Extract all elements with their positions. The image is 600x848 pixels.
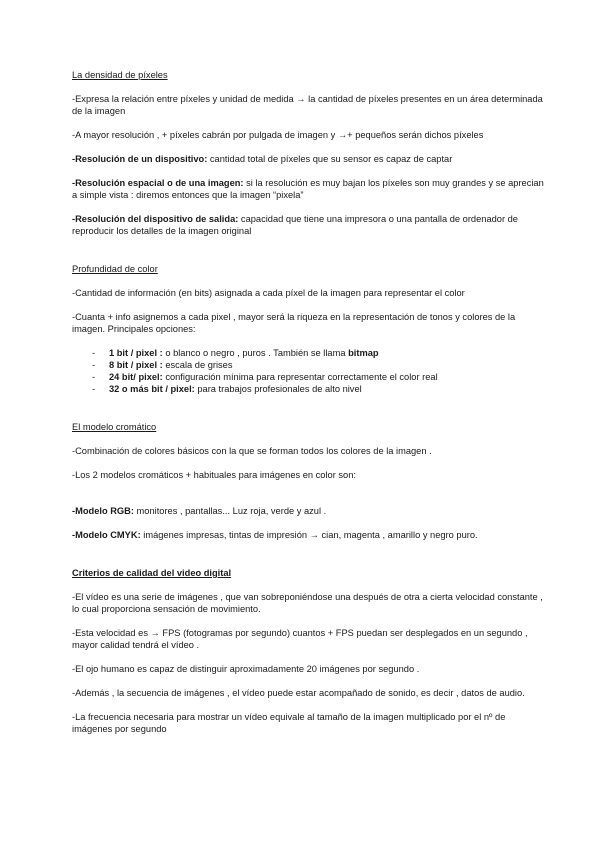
document-content (72, 69, 548, 735)
list-item (92, 359, 548, 371)
term-text: imágenes impresas, tintas de impresión → cian, magenta , amarillo y negro puro. (140, 530, 478, 540)
paragraph (72, 529, 548, 541)
list-item (92, 383, 548, 395)
paragraph: -El ojo humano es capaz de distinguir aproximadamente 20 imágenes por segundo . (72, 664, 420, 674)
option-emphasis: bitmap (348, 348, 379, 358)
option-text: para trabajos profesionales de alto nivel (194, 384, 362, 394)
paragraph: -Cantidad de información (en bits) asignada a cada píxel de la imagen para representar el color (72, 288, 465, 298)
paragraph: -La frecuencia necesaria para mostrar un vídeo equivale al tamaño de la imagen multiplicado por el nº de imágenes por segundo (72, 712, 506, 734)
option-label: 8 bit / pixel : (109, 360, 163, 370)
list-item (92, 371, 548, 383)
term-text: monitores , pantallas... Luz roja, verde y azul . (133, 506, 327, 516)
term-label: -Modelo CMYK: (72, 530, 141, 540)
term-label: -Resolución de un dispositivo: (72, 154, 208, 164)
paragraph: -Esta velocidad es → FPS (fotogramas por segundo) cuantos + FPS puedan ser desplegados en un segundo , mayor calidad tendrá el vídeo . (72, 628, 528, 650)
paragraph (72, 505, 548, 517)
section-title-modelo-cromatico: El modelo cromático (72, 422, 157, 432)
option-label: 32 o más bit / pixel: (109, 384, 195, 394)
term-label: -Resolución del dispositivo de salida: (72, 214, 239, 224)
term-text: si la resolución es muy bajan los píxeles son muy grandes y se aprecian a simple vista : diremos entonces que la imagen “pixela” (72, 178, 544, 200)
term-text: cantidad total de píxeles que su sensor es capaz de captar (207, 154, 453, 164)
paragraph: -Expresa la relación entre píxeles y unidad de medida → la cantidad de píxeles presentes en un área determinada de la imagen (72, 94, 543, 116)
option-text: escala de grises (162, 360, 233, 370)
term-label: -Resolución espacial o de una imagen: (72, 178, 244, 188)
paragraph (72, 213, 548, 237)
option-label: 1 bit / pixel : (109, 348, 163, 358)
paragraph: -Cuanta + info asignemos a cada pixel , mayor será la riqueza en la representación de tonos y colores de la imagen. Principales opciones: (72, 312, 516, 334)
paragraph: -El vídeo es una serie de imágenes , que van sobreponiéndose una después de otra a cierta velocidad constante , lo cual proporciona sensación de movimiento. (72, 592, 543, 614)
section-title-profundidad: Profundidad de color (72, 264, 158, 274)
option-label: 24 bit/ pixel: (109, 372, 163, 382)
option-text: o blanco o negro , puros . También se llama (162, 348, 349, 358)
section-title-densidad: La densidad de píxeles (72, 70, 168, 80)
paragraph: -Los 2 modelos cromáticos + habituales para imágenes en color son: (72, 470, 356, 480)
paragraph: -Además , la secuencia de imágenes , el vídeo puede estar acompañado de sonido, es decir , datos de audio. (72, 688, 525, 698)
color-depth-options (72, 347, 548, 395)
list-item (92, 347, 548, 359)
option-text: configuración mínima para representar correctamente el color real (162, 372, 438, 382)
paragraph (72, 153, 548, 165)
term-text: capacidad que tiene una impresora o una pantalla de ordenador de reproducir los detalles de la imagen original (72, 214, 518, 236)
section-title-video: Criterios de calidad del video digital (72, 568, 232, 578)
paragraph: -Combinación de colores básicos con la que se forman todos los colores de la imagen . (72, 446, 432, 456)
term-label: -Modelo RGB: (72, 506, 134, 516)
paragraph: -A mayor resolución , + píxeles cabrán por pulgada de imagen y →+ pequeños serán dichos píxeles (72, 130, 484, 140)
paragraph (72, 177, 548, 201)
